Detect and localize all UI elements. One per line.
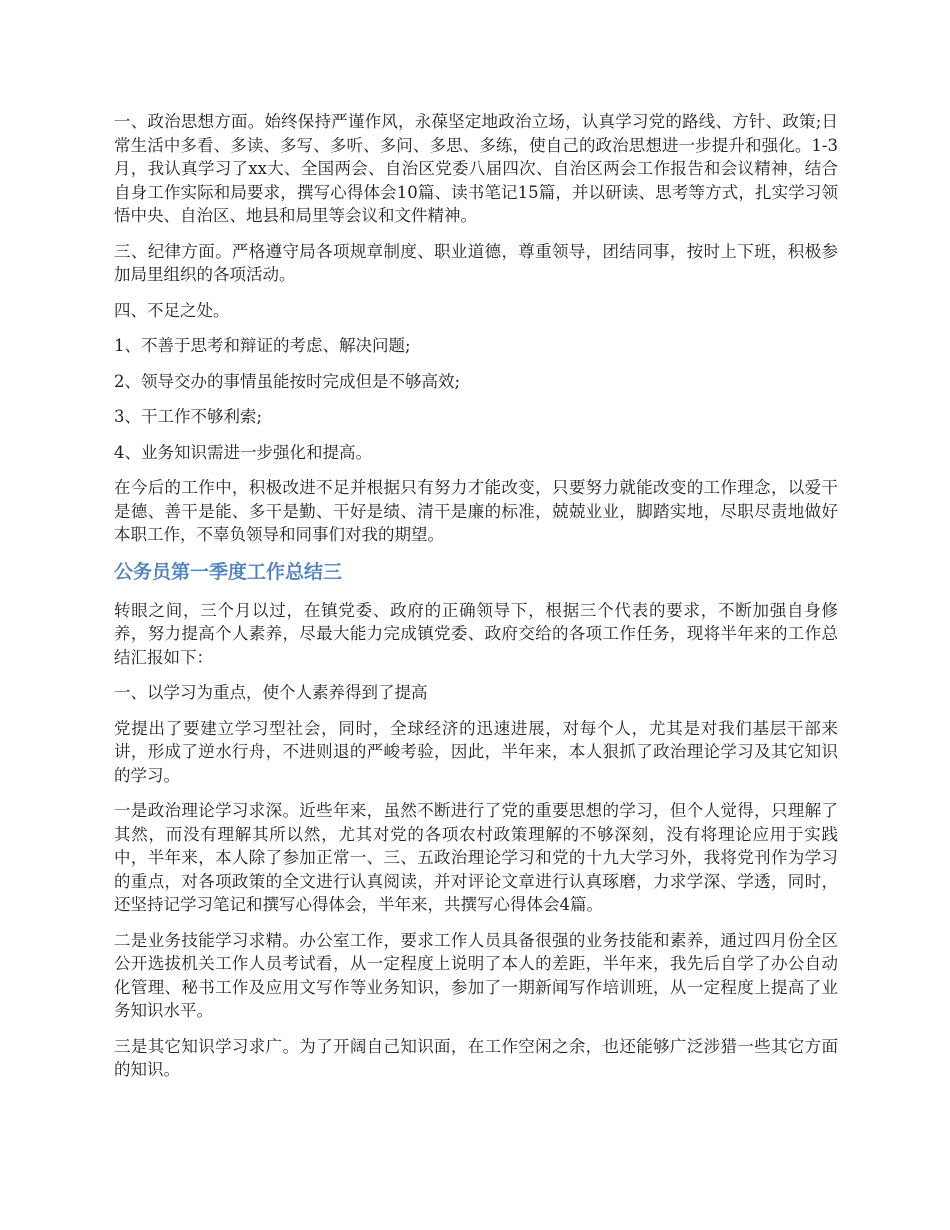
paragraph-political-theory: 一是政治理论学习求深。近些年来，虽然不断进行了党的重要思想的学习，但个人觉得，只理解了其然，而没有理解其所以然，尤其对党的各项农村政策理解的不够深刻，没有将理论应用于实践中，半年来，本人除了参加正常一、三、五政治理论学习和党的十九大学习外，我将党刊作为学习的重点，对各项政策的全文进行认真阅读，并对评论文章进行认真琢磨，力求学深、学透，同时，还坚持记学习笔记和撰写心得体会，半年来，共撰写心得体会4篇。 (114, 801, 838, 914)
paragraph-intro: 转眼之间，三个月以过，在镇党委、政府的正确领导下，根据三个代表的要求，不断加强自身修养，努力提高个人素养，尽最大能力完成镇党委、政府交给的各项工作任务，现将半年来的工作总结汇报如下： (114, 600, 838, 667)
paragraph-business-skills: 二是业务技能学习求精。办公室工作，要求工作人员具备很强的业务技能和素养，通过四月份全区公开选拔机关工作人员考试看，从一定程度上说明了本人的差距，半年来，我先后自学了办公自动化管理、秘书工作及应用文写作等业务知识，参加了一期新闻写作培训班，从一定程度上提高了业务知识水平。 (114, 930, 838, 1020)
list-item-shortcoming-3: 3、干工作不够利索; (114, 407, 263, 426)
list-item-shortcoming-2: 2、领导交办的事情虽能按时完成但是不够高效; (114, 371, 461, 391)
paragraph-future-work: 在今后的工作中，积极改进不足并根据只有努力才能改变，只要努力就能改变的工作理念，以爱干是德、善干是能、多干是勤、干好是绩、清干是廉的标准，兢兢业业，脚踏实地，尽职尽责地做好本职工作，不辜负领导和同事们对我的期望。 (114, 478, 838, 544)
paragraph-political-thought: 一、政治思想方面。始终保持严谨作风，永葆坚定地政治立场，认真学习党的路线、方针、政策;日常生活中多看、多读、多写、多听、多问、多思、多练，使自己的政治思想进一步提升和强化。1-3月，我认真学习了xx大、全国两会、自治区党委八届四次、自治区两会工作报告和会议精神，结合自身工作实际和局要求，撰写心得体会10篇、读书笔记15篇，并以研读、思考等方式，扎实学习领悟中央、自治区、地县和局里等会议和文件精神。 (114, 112, 838, 225)
list-item-shortcoming-4: 4、业务知识需进一步强化和提高。 (114, 442, 372, 462)
paragraph-other-knowledge: 三是其它知识学习求广。为了开阔自己知识面，在工作空闲之余，也还能够广泛涉猎一些其它方面的知识。 (114, 1036, 838, 1079)
document-body (114, 110, 838, 1094)
paragraph-shortcomings-title: 四、不足之处。 (114, 300, 230, 320)
paragraph-discipline: 三、纪律方面。严格遵守局各项规章制度、职业道德，尊重领导，团结同事，按时上下班，积极参加局里组织的各项活动。 (114, 241, 838, 284)
list-item-shortcoming-1: 1、不善于思考和辩证的考虑、解决问题; (114, 336, 411, 355)
section-heading: 公务员第一季度工作总结三 (114, 560, 343, 583)
paragraph-learning-society: 党提出了要建立学习型社会，同时，全球经济的迅速进展，对每个人，尤其是对我们基层干部来讲，形成了逆水行舟，不进则退的严峻考验，因此，半年来，本人狠抓了政治理论学习及其它知识的学习。 (114, 718, 838, 785)
paragraph-study-focus: 一、以学习为重点，使个人素养得到了提高 (114, 683, 428, 702)
